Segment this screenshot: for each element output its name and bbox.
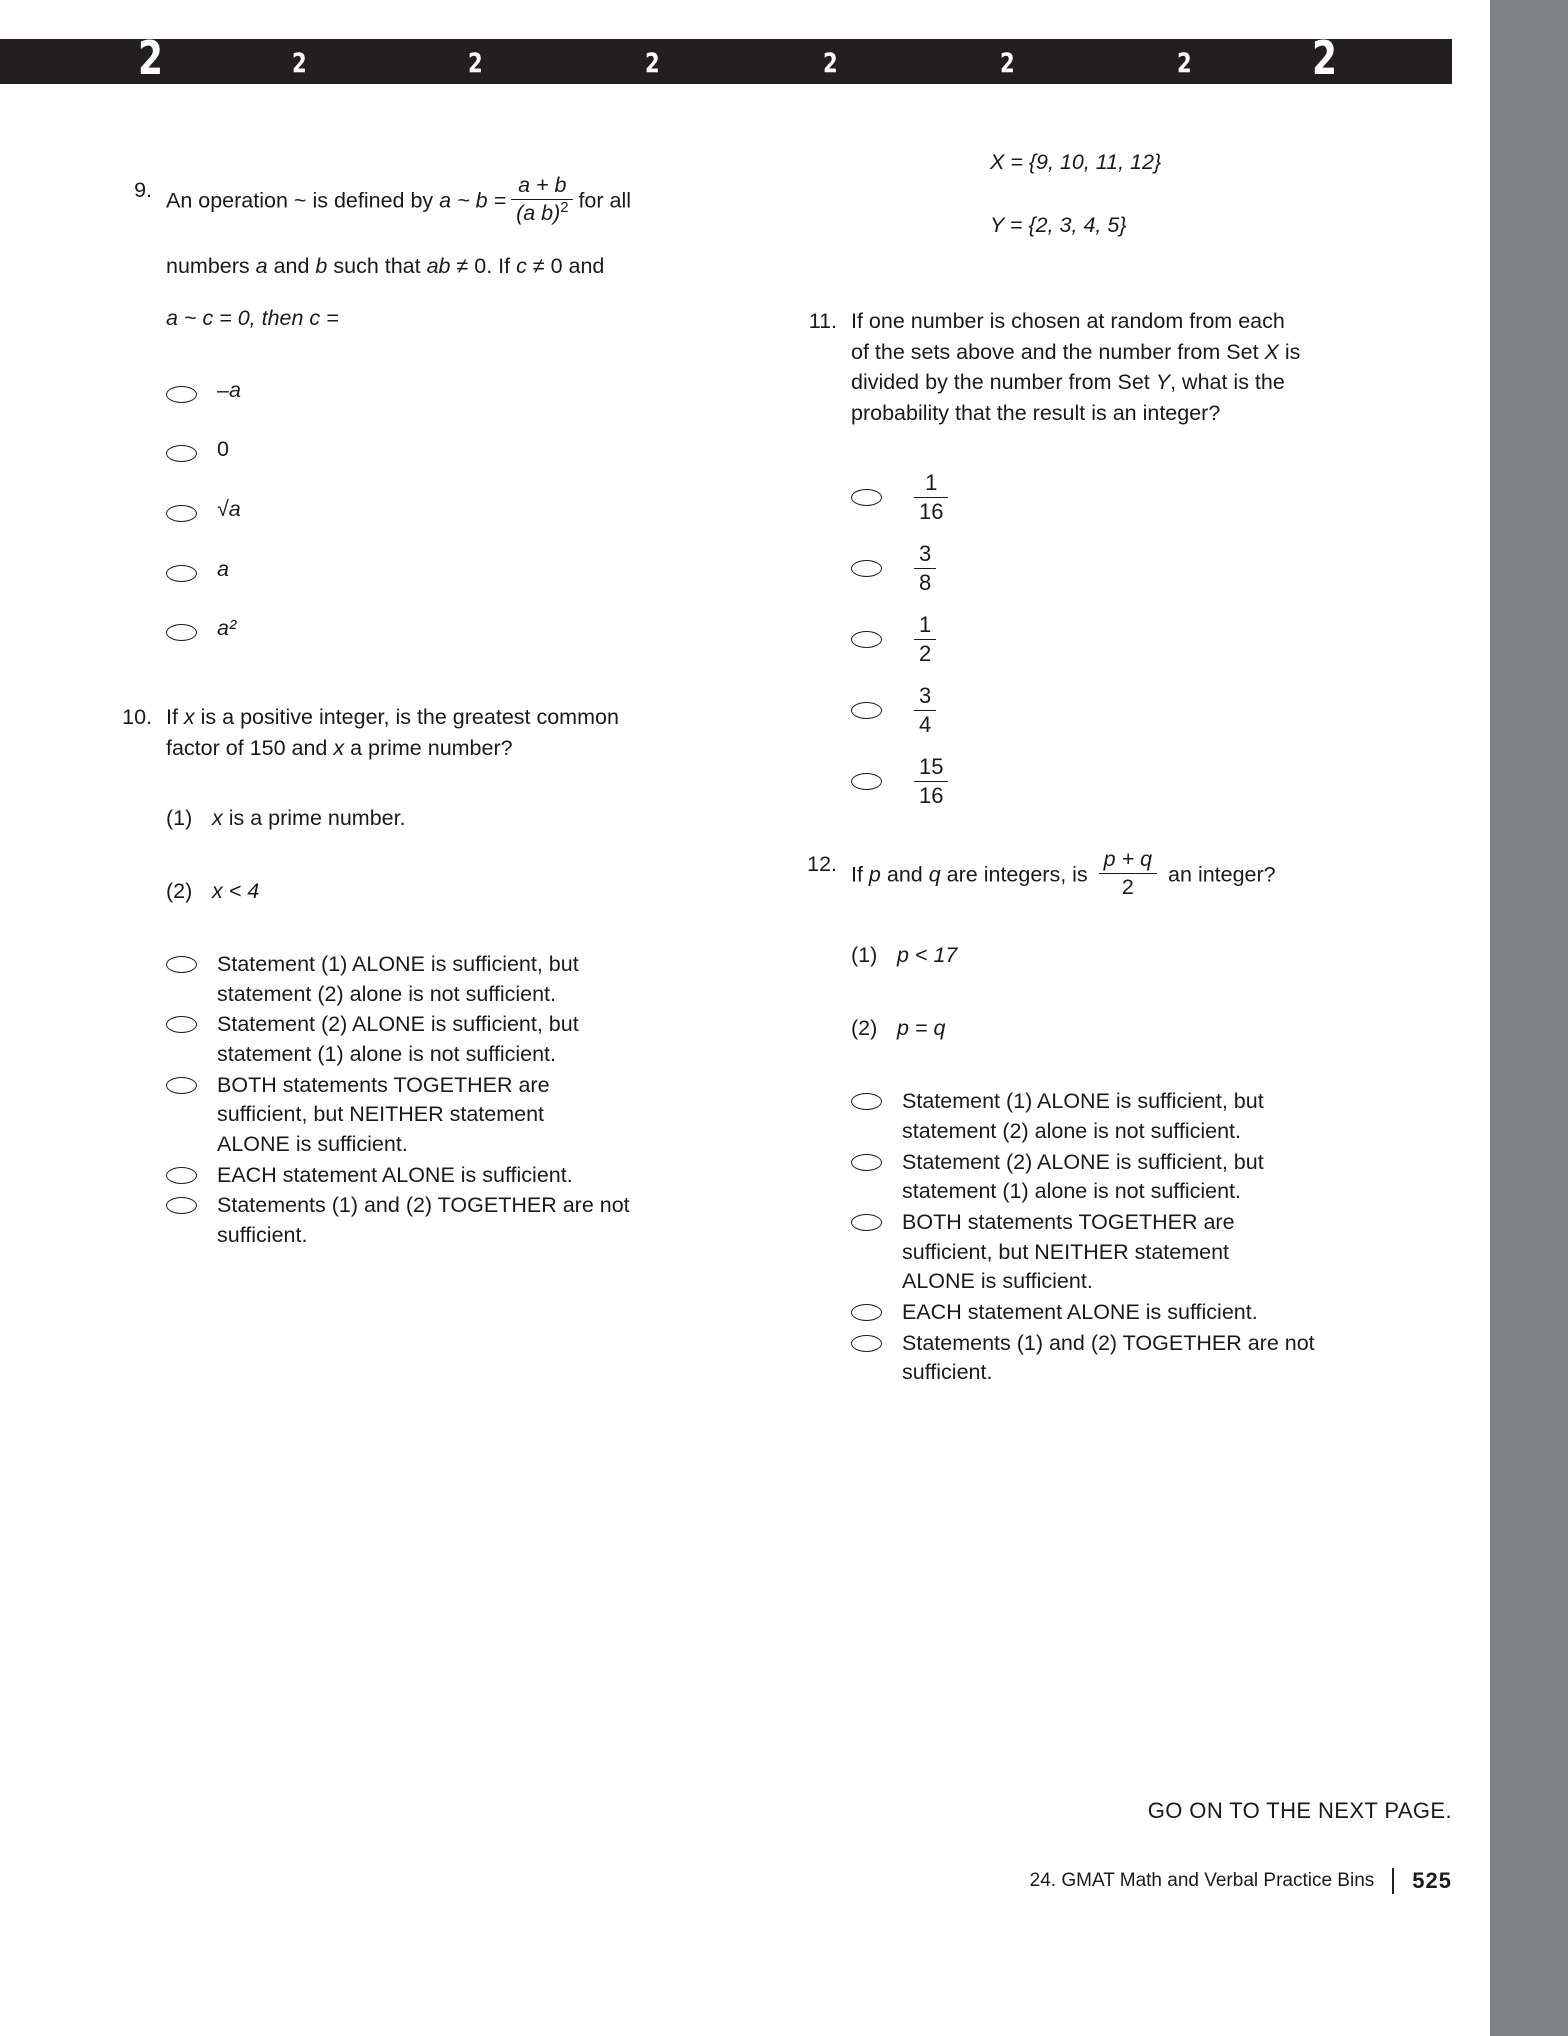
radio-oval-icon[interactable]: [166, 956, 197, 973]
question-12-choice-2[interactable]: [851, 1148, 1425, 1207]
question-12-choice-4[interactable]: [851, 1298, 1425, 1328]
section-number-1: 2: [138, 31, 163, 85]
section-number-8: 2: [1312, 31, 1337, 85]
question-10: [100, 702, 720, 1251]
question-10-choices: [166, 950, 720, 1251]
question-10-number: 10.: [122, 705, 152, 730]
question-11-choice-2[interactable]: [851, 541, 1425, 596]
choice-fraction: [914, 470, 948, 525]
question-11-number: 11.: [808, 309, 837, 333]
statement-1-label: (1): [851, 943, 878, 968]
radio-oval-icon[interactable]: [851, 1335, 882, 1352]
fraction-numerator: 1: [914, 612, 936, 640]
section-number-2: 2: [292, 48, 307, 79]
q12-var1: p: [868, 862, 881, 887]
radio-oval-icon[interactable]: [166, 505, 197, 522]
q11-l2-a: of the sets above and the number from Set: [851, 339, 1265, 364]
q9-l2-var2: b: [315, 253, 328, 278]
question-12-choice-3[interactable]: [851, 1208, 1425, 1297]
q9-fraction-denominator: (a b): [516, 201, 561, 226]
question-9: [100, 175, 720, 644]
question-10-choice-5[interactable]: [166, 1191, 720, 1250]
q11-l3-a: divided by the number from Set: [851, 370, 1156, 395]
question-12-statement-1: [851, 940, 1425, 971]
choice-label: √a: [217, 497, 241, 522]
fraction-numerator: 3: [914, 541, 936, 569]
question-10-choice-4[interactable]: [166, 1161, 720, 1191]
q10-l1-var: x: [183, 705, 195, 730]
statement-1-text: p < 17: [897, 943, 958, 968]
radio-oval-icon[interactable]: [851, 631, 882, 648]
choice-label: a: [217, 556, 229, 581]
choice-label: EACH statement ALONE is sufficient.: [902, 1299, 1258, 1324]
choice-label: Statement (2) ALONE is sufficient, but statement (1) alone is not sufficient.: [217, 1012, 579, 1067]
question-9-number: 9.: [134, 178, 152, 202]
q9-text-c: for all: [578, 188, 632, 213]
set-x-text: X = {9, 10, 11, 12}: [990, 150, 1162, 174]
choice-label: a²: [217, 616, 237, 641]
q9-text-b: is defined by: [306, 188, 440, 213]
radio-oval-icon[interactable]: [851, 773, 882, 790]
q10-l1-b: is a positive integer, is the greatest common: [194, 705, 619, 730]
q9-l2-d: ≠ 0. If: [450, 253, 517, 278]
q12-fraction-denominator: 2: [1121, 874, 1134, 899]
question-9-choice-3[interactable]: [166, 495, 720, 525]
choice-fraction: [914, 612, 936, 667]
question-9-choice-5[interactable]: [166, 614, 720, 644]
question-11-stem-line-4: probability that the result is an integer?: [851, 400, 1221, 425]
q12-var2: q: [928, 862, 941, 887]
question-9-stem-line-2: [166, 251, 720, 282]
section-number-6: 2: [1000, 48, 1015, 79]
q9-expr-left: a ~ b =: [439, 188, 507, 213]
radio-oval-icon[interactable]: [166, 386, 197, 403]
q9-l2-b: and: [267, 253, 316, 278]
question-12: [785, 846, 1425, 1388]
choice-label: Statement (1) ALONE is sufficient, but statement (2) alone is not sufficient.: [902, 1089, 1264, 1143]
q9-l2-cond: ab: [426, 253, 451, 278]
radio-oval-icon[interactable]: [851, 489, 882, 506]
fraction-numerator: 1: [914, 470, 948, 498]
radio-oval-icon[interactable]: [851, 1304, 882, 1321]
set-y-definition: [990, 213, 1425, 238]
question-9-stem: [166, 175, 720, 334]
q11-l2-b: is: [1278, 339, 1301, 364]
question-9-choice-4[interactable]: [166, 555, 720, 585]
q9-fraction: [511, 173, 573, 227]
radio-oval-icon[interactable]: [166, 624, 197, 641]
set-x-definition: [990, 150, 1425, 175]
question-10-stem-line-2: [166, 733, 720, 764]
q9-operator: ~: [293, 188, 307, 213]
statement-1-text: is a prime number.: [222, 806, 406, 831]
q9-fraction-exponent: 2: [560, 200, 569, 217]
choice-label: EACH statement ALONE is sufficient.: [217, 1162, 573, 1187]
q10-l2-b: a prime number?: [344, 735, 513, 760]
statement-2-label: (2): [851, 1015, 878, 1040]
radio-oval-icon[interactable]: [851, 1214, 882, 1231]
page-number: 525: [1412, 1868, 1452, 1893]
radio-oval-icon[interactable]: [166, 1077, 197, 1094]
statement-2-text: p = q: [897, 1015, 946, 1040]
section-number-7: 2: [1177, 48, 1192, 79]
left-column: [100, 175, 720, 1252]
q12-c: are integers, is: [940, 862, 1094, 887]
question-11-stem-line-3: [851, 367, 1425, 398]
q11-l2-var: X: [1264, 339, 1279, 364]
section-number-5: 2: [823, 48, 838, 79]
go-on-notice: GO ON TO THE NEXT PAGE.: [1147, 1798, 1452, 1823]
question-9-stem-line-1: [166, 175, 720, 229]
radio-oval-icon[interactable]: [166, 1197, 197, 1214]
q9-l2-var3: c: [516, 253, 527, 278]
q11-l3-var: Y: [1155, 370, 1171, 395]
fraction-denominator: 4: [919, 711, 932, 737]
right-column: [785, 150, 1425, 1389]
section-number-3: 2: [468, 48, 483, 79]
set-y-text: Y = {2, 3, 4, 5}: [990, 213, 1127, 237]
question-12-choice-5[interactable]: [851, 1329, 1425, 1388]
question-11-choice-4[interactable]: [851, 683, 1425, 738]
fraction-denominator: 8: [919, 569, 932, 595]
question-11-choice-5[interactable]: [851, 754, 1425, 809]
q10-l2-var: x: [333, 735, 345, 760]
radio-oval-icon[interactable]: [851, 1093, 882, 1110]
q9-l2-e: ≠ 0 and: [526, 253, 605, 278]
q12-d: an integer?: [1162, 862, 1276, 887]
question-11-choices: [851, 470, 1425, 809]
statement-2-label: (2): [166, 878, 193, 903]
radio-oval-icon[interactable]: [166, 565, 197, 582]
question-10-stem: [166, 702, 720, 763]
question-11-stem: [851, 306, 1425, 428]
q12-fraction: [1099, 847, 1157, 901]
question-10-choice-1[interactable]: [166, 950, 720, 1009]
radio-oval-icon[interactable]: [851, 560, 882, 577]
radio-oval-icon[interactable]: [851, 702, 882, 719]
question-9-stem-line-3: a ~ c = 0, then c =: [166, 306, 339, 331]
page-footer: [0, 1868, 1452, 1894]
q10-l2-a: factor of 150 and: [166, 735, 334, 760]
q9-fraction-numerator: a + b: [511, 173, 573, 200]
radio-oval-icon[interactable]: [166, 445, 197, 462]
q9-l2-var1: a: [255, 253, 268, 278]
question-9-choice-1[interactable]: [166, 376, 720, 406]
question-10-choice-2[interactable]: [166, 1010, 720, 1069]
statement-1-var: x: [212, 806, 223, 831]
radio-oval-icon[interactable]: [166, 1167, 197, 1184]
q9-text-a: An operation: [166, 188, 294, 213]
q11-l3-b: , what is the: [1170, 370, 1285, 395]
choice-label: –a: [217, 377, 241, 402]
radio-oval-icon[interactable]: [166, 1016, 197, 1033]
question-9-choice-2[interactable]: [166, 435, 720, 465]
footer-source-text: 24. GMAT Math and Verbal Practice Bins: [1029, 1870, 1375, 1891]
q12-a: If: [851, 862, 869, 887]
section-number-4: 2: [645, 48, 660, 79]
choice-label: Statement (2) ALONE is sufficient, but statement (1) alone is not sufficient.: [902, 1149, 1264, 1204]
question-10-statement-2: [166, 876, 720, 907]
question-11-choice-3[interactable]: [851, 612, 1425, 667]
question-10-stem-line-1: [166, 702, 720, 733]
choice-fraction: [914, 754, 948, 809]
choice-fraction: [914, 683, 936, 738]
fraction-numerator: 3: [914, 683, 936, 711]
question-9-choices: [166, 376, 720, 644]
statement-1-label: (1): [166, 806, 193, 831]
question-11-choice-1[interactable]: [851, 470, 1425, 525]
question-12-stem: [851, 846, 1425, 903]
question-12-choice-1[interactable]: [851, 1087, 1425, 1146]
q12-fraction-numerator: p + q: [1099, 847, 1157, 874]
question-12-choices: [851, 1087, 1425, 1388]
q9-l2-c: such that: [327, 253, 427, 278]
footer-divider: [1392, 1868, 1394, 1894]
fraction-numerator: 15: [914, 754, 948, 782]
choice-label: Statements (1) and (2) TOGETHER are not sufficient.: [217, 1193, 630, 1247]
section-header-band: [0, 31, 1452, 85]
choice-label: Statements (1) and (2) TOGETHER are not sufficient.: [902, 1330, 1315, 1385]
q9-l2-a: numbers: [166, 253, 256, 278]
fraction-denominator: 2: [919, 640, 932, 666]
question-12-number: 12.: [807, 851, 837, 876]
question-12-statement-2: [851, 1013, 1425, 1044]
fraction-denominator: 16: [919, 782, 944, 808]
choice-label: 0: [217, 437, 229, 462]
question-12-stem-line-1: [851, 846, 1425, 903]
choice-label: BOTH statements TOGETHER are sufficient, but NEITHER statement ALONE is sufficient.: [217, 1072, 550, 1157]
q12-b: and: [880, 862, 929, 887]
fraction-denominator: 16: [919, 499, 944, 525]
question-11-stem-line-1: If one number is chosen at random from each: [851, 309, 1285, 333]
q10-l1-a: If: [166, 705, 184, 730]
question-11-stem-line-2: [851, 337, 1425, 368]
question-10-statement-1: [166, 803, 720, 834]
choice-label: BOTH statements TOGETHER are sufficient, but NEITHER statement ALONE is sufficient.: [902, 1209, 1235, 1294]
radio-oval-icon[interactable]: [851, 1154, 882, 1171]
choice-fraction: [914, 541, 936, 596]
choice-label: Statement (1) ALONE is sufficient, but statement (2) alone is not sufficient.: [217, 952, 579, 1006]
question-11: [785, 306, 1425, 809]
statement-2-text: x < 4: [212, 878, 260, 903]
question-10-choice-3[interactable]: [166, 1071, 720, 1160]
